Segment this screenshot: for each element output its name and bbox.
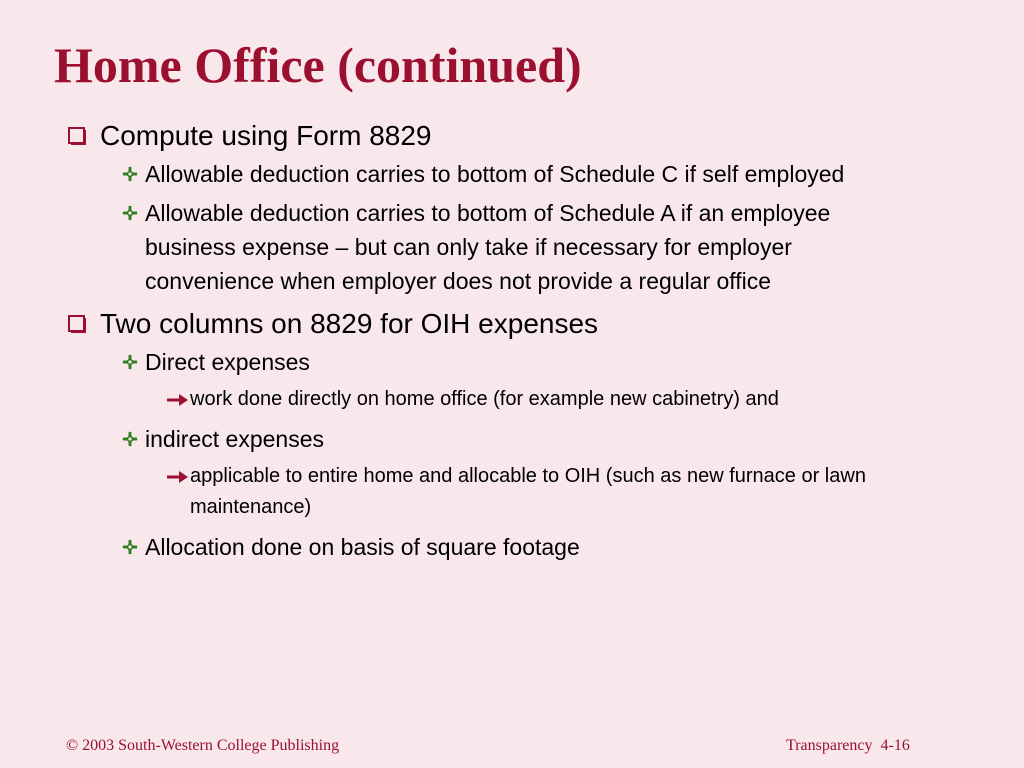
bullet-text: applicable to entire home and allocable to OIH (such as new furnace or lawn maintenance): [190, 465, 866, 518]
cross-bullet-icon: [114, 530, 145, 564]
bullet-schedule-c: [58, 157, 938, 191]
footer-transparency: Transparency 4-16: [786, 737, 910, 754]
cross-bullet-icon: [114, 196, 145, 230]
bullet-text: Two columns on 8829 for OIH expenses: [100, 308, 599, 339]
bullet-text: Allowable deduction carries to bottom of Schedule C if self employed: [145, 161, 845, 187]
box-bullet-icon: [58, 118, 100, 153]
bullet-allocation: [58, 530, 938, 564]
bullet-text: Compute using Form 8829: [100, 120, 432, 151]
slide-title: Home Office (continued): [54, 37, 582, 93]
bullet-two-columns: [58, 306, 938, 341]
bullet-text: Allocation done on basis of square footage: [145, 534, 580, 560]
bullet-text: indirect expenses: [145, 426, 324, 452]
bullet-compute: [58, 118, 938, 153]
bullet-list: [58, 118, 938, 569]
bullet-text: Direct expenses: [145, 349, 310, 375]
bullet-text: Allowable deduction carries to bottom of Schedule A if an employee business expense – but can only take if necessary for employer convenience when employer does not provide a regular office: [145, 200, 831, 294]
arrow-bullet-icon: [165, 384, 190, 415]
bullet-direct-detail: [58, 384, 938, 415]
bullet-direct-expenses: [58, 345, 938, 379]
bullet-schedule-a: [58, 196, 938, 298]
box-bullet-icon: [58, 306, 100, 341]
arrow-bullet-icon: [165, 461, 190, 492]
bullet-indirect-detail: [58, 461, 938, 523]
cross-bullet-icon: [114, 157, 145, 191]
footer-copyright: © 2003 South-Western College Publishing: [66, 737, 340, 754]
cross-bullet-icon: [114, 345, 145, 379]
cross-bullet-icon: [114, 422, 145, 456]
bullet-text: work done directly on home office (for example new cabinetry) and: [190, 388, 779, 410]
bullet-indirect-expenses: [58, 422, 938, 456]
